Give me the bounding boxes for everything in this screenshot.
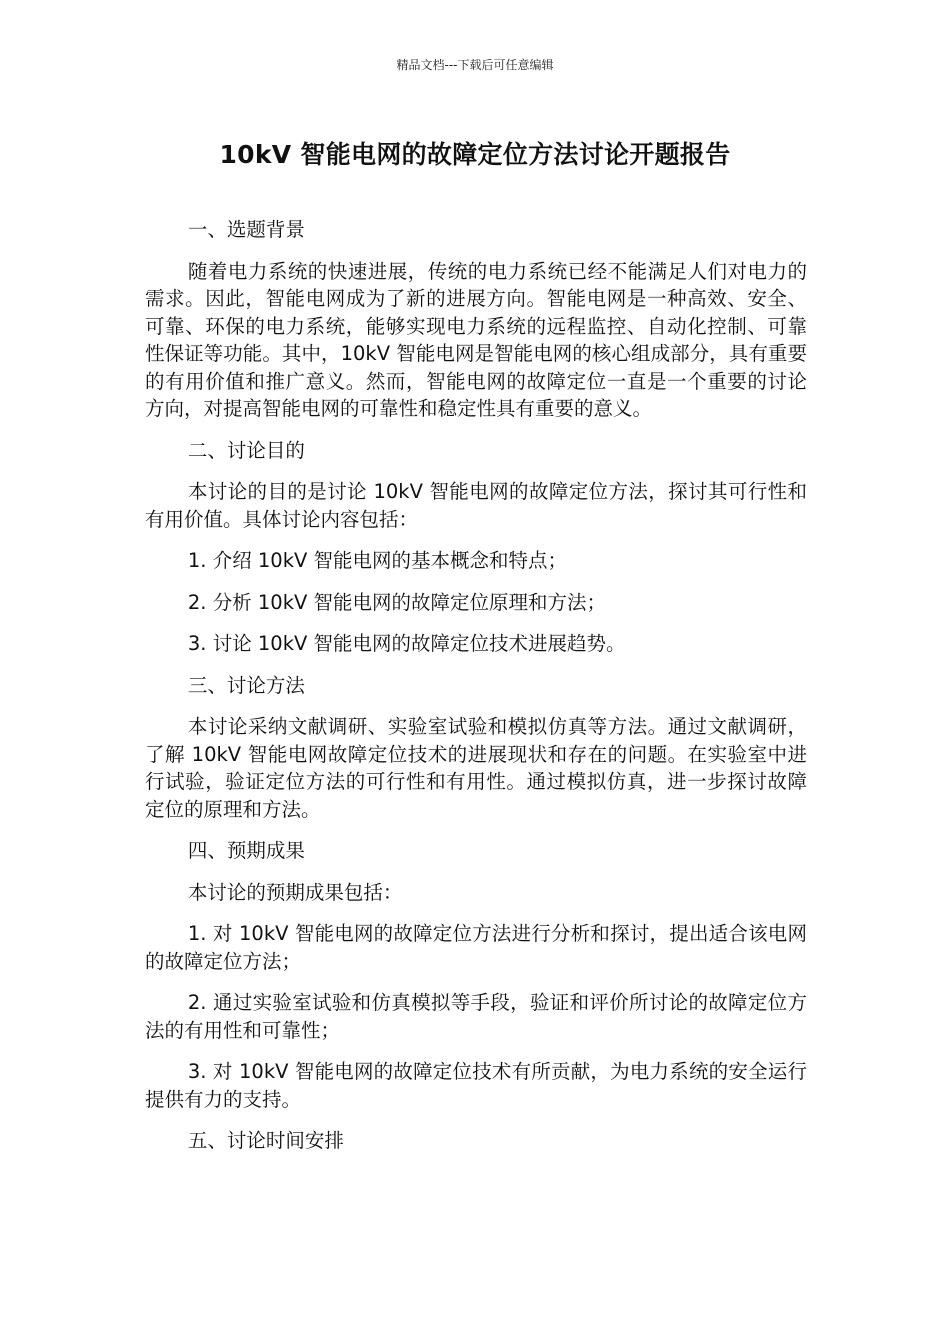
list-item: 1. 对 10kV 智能电网的故障定位方法进行分析和探讨，提出适合该电网的故障定位方法；	[145, 922, 807, 973]
list-item: 2. 分析 10kV 智能电网的故障定位原理和方法；	[187, 590, 607, 614]
body-paragraph: 本讨论采纳文献调研、实验室试验和模拟仿真等方法。通过文献调研，了解 10kV 智能电网故障定位技术的进展现状和存在的问题。在实验室中进行试验，验证定位方法的可行性和有用性。通过模拟仿真，进一步探讨故障定位的原理和方法。	[145, 715, 807, 821]
body-paragraph: 随着电力系统的快速进展，传统的电力系统已经不能满足人们对电力的需求。因此，智能电网成为了新的进展方向。智能电网是一种高效、安全、可靠、环保的电力系统，能够实现电力系统的远程监控、自动化控制、可靠性保证等功能。其中，10kV 智能电网是智能电网的核心组成部分，具有重要的有用价值和推广意义。然而，智能电网的故障定位一直是一个重要的讨论方向，对提高智能电网的可靠性和稳定性具有重要的意义。	[145, 259, 807, 420]
section-heading: 三、讨论方法	[187, 673, 305, 697]
body-paragraph: 本讨论的预期成果包括：	[187, 880, 403, 904]
list-item: 3. 讨论 10kV 智能电网的故障定位技术进展趋势。	[187, 632, 626, 655]
body-paragraph: 本讨论的目的是讨论 10kV 智能电网的故障定位方法，探讨其可行性和有用价值。具体讨论内容包括：	[145, 480, 807, 531]
list-item: 3. 对 10kV 智能电网的故障定位技术有所贡献，为电力系统的安全运行提供有力的支持。	[145, 1060, 807, 1111]
list-item: 2. 通过实验室试验和仿真模拟等手段，验证和评价所讨论的故障定位方法的有用性和可靠性；	[145, 991, 807, 1042]
section-heading: 五、讨论时间安排	[187, 1129, 344, 1152]
document-body	[145, 216, 807, 1169]
page-header: 精品文档---下载后可任意编辑	[396, 58, 554, 72]
section-heading: 一、选题背景	[187, 218, 305, 241]
section-heading: 二、讨论目的	[187, 438, 305, 462]
section-heading: 四、预期成果	[187, 839, 305, 862]
list-item: 1. 介绍 10kV 智能电网的基本概念和特点；	[187, 549, 568, 572]
document-title: 10kV 智能电网的故障定位方法讨论开题报告	[219, 140, 731, 169]
